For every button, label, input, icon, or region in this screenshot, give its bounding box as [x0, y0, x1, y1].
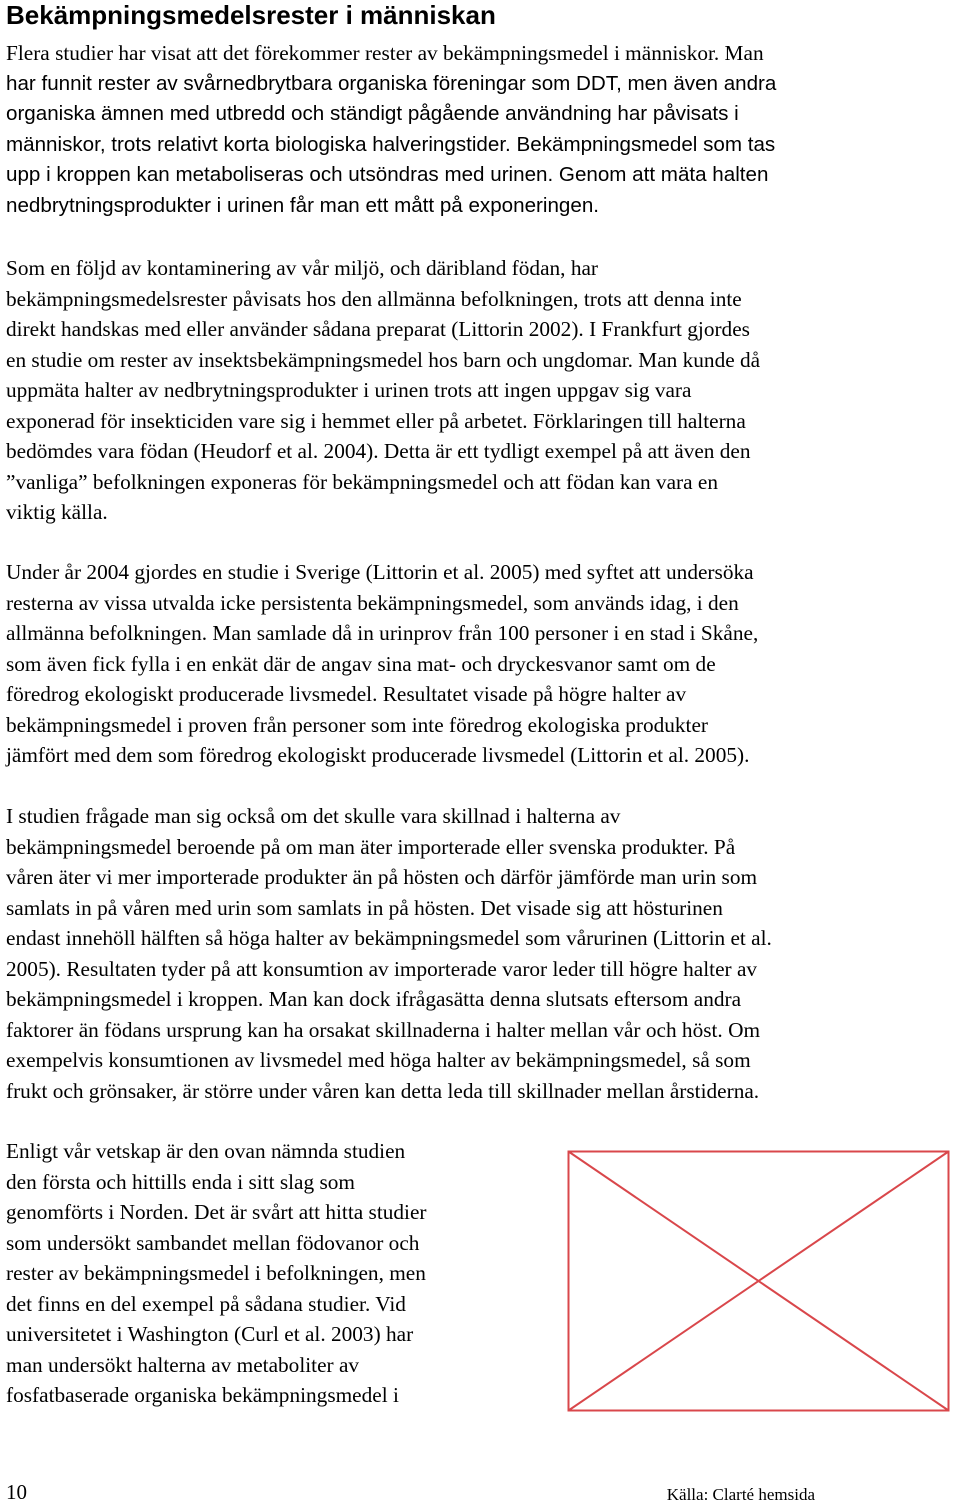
text-line: organiska ämnen med utbredd och ständigt pågående användning har påvisats i	[6, 102, 739, 125]
text-line: uppmäta halter av nedbrytningsprodukter i urinen trots att ingen uppgav sig vara	[6, 378, 692, 402]
text-line: exempelvis konsumtionen av livsmedel med höga halter av bekämpningsmedel, så som	[6, 1048, 751, 1072]
text-line: Enligt vår vetskap är den ovan nämnda studien	[6, 1139, 406, 1163]
text-line: samlats in på våren med urin som samlats in på hösten. Det visade sig att hösturinen	[6, 895, 723, 920]
text-line: föredrog ekologiskt producerade livsmedel. Resultatet visade på högre halter av	[6, 682, 687, 706]
text-line: genomförts i Norden. Det är svårt att hitta studier	[6, 1200, 427, 1224]
crossed-box-icon	[567, 1150, 950, 1412]
text-line: nedbrytningsprodukter i urinen får man ett mått på exponeringen.	[6, 193, 599, 217]
paragraph-swedish-study	[6, 557, 758, 771]
text-line: Flera studier har visat att det förekommer rester av bekämpningsmedel i människor. Man	[6, 41, 764, 65]
text-line: frukt och grönsaker, är större under våren kan detta leda till skillnader mellan årstiderna.	[6, 1078, 760, 1103]
paragraph-seasonal-difference	[6, 801, 772, 1106]
text-line: en studie om rester av insektsbekämpningsmedel hos barn och ungdomar. Man kunde då	[6, 347, 761, 372]
text-line: människor, trots relativt korta biologiska halveringstider. Bekämpningsmedel som tas	[6, 132, 776, 156]
text-line: bekämpningsmedel beroende på om man äter importerade eller svenska produkter. På	[6, 834, 736, 859]
paragraph-contamination	[6, 253, 760, 528]
text-line: Under år 2004 gjordes en studie i Sverige (Littorin et al. 2005) med syftet att undersöka	[6, 560, 754, 584]
text-line: exponerad för insekticiden vare sig i hemmet eller på arbetet. Förklaringen till halterna	[6, 408, 746, 433]
text-line: allmänna befolkningen. Man samlade då in urinprov från 100 personer i en stad i Skåne,	[6, 621, 759, 645]
text-line: den första och hittills enda i sitt slag som	[6, 1169, 355, 1194]
text-line: ”vanliga” befolkningen exponeras för bekämpningsmedel och att födan kan vara en	[6, 469, 718, 494]
text-line: universitetet i Washington (Curl et al. 2003) har	[6, 1322, 414, 1346]
text-line: våren äter vi mer importerade produkter än på hösten och därför jämförde man urin som	[6, 865, 758, 889]
missing-image-placeholder	[567, 1150, 950, 1412]
paragraph-intro	[6, 38, 776, 221]
text-line: man undersökt halterna av metaboliter av	[6, 1352, 360, 1377]
source-credit: Källa: Clarté hemsida	[666, 1485, 815, 1504]
text-line: har funnit rester av svårnedbrytbara organiska föreningar som DDT, men även andra	[6, 71, 777, 95]
text-line: direkt handskas med eller använder sådana preparat (Littorin 2002). I Frankfurt gjordes	[6, 317, 750, 341]
text-line: bekämpningsmedelsrester påvisats hos den allmänna befolkningen, trots att denna inte	[6, 286, 742, 311]
text-line: rester av bekämpningsmedel i befolkningen, men	[6, 1261, 426, 1285]
text-line: fosfatbaserade organiska bekämpningsmedel i	[6, 1383, 399, 1407]
text-line: upp i kroppen kan metaboliseras och utsöndras med urinen. Genom att mäta halten	[6, 163, 769, 186]
text-line: bedömdes vara födan (Heudorf et al. 2004). Detta är ett tydligt exempel på att även den	[6, 439, 751, 463]
text-line: viktig källa.	[6, 500, 108, 524]
paragraph-other-studies	[6, 1136, 427, 1411]
text-line: I studien frågade man sig också om det skulle vara skillnad i halterna av	[6, 804, 621, 828]
text-line: det finns en del exempel på sådana studier. Vid	[6, 1291, 406, 1316]
text-line: som undersökt sambandet mellan födovanor och	[6, 1230, 420, 1255]
text-line: bekämpningsmedel i proven från personer som inte föredrog ekologiska produkter	[6, 712, 709, 737]
text-line: faktorer än födans ursprung kan ha orsakat skillnaderna i halter mellan vår och höst. Om	[6, 1017, 761, 1042]
text-line: resterna av vissa utvalda icke persistenta bekämpningsmedel, som används idag, i den	[6, 590, 739, 615]
text-line: som även fick fylla i en enkät där de angav sina mat- och dryckesvanor samt om de	[6, 651, 716, 676]
page-number: 10	[6, 1480, 27, 1504]
text-line: bekämpningsmedel i kroppen. Man kan dock ifrågasätta denna slutsats eftersom andra	[6, 987, 742, 1011]
page-heading: Bekämpningsmedelsrester i människan	[6, 0, 496, 30]
text-line: 2005). Resultaten tyder på att konsumtion av importerade varor leder till högre halter av	[6, 956, 758, 981]
text-line: Som en följd av kontaminering av vår miljö, och däribland födan, har	[6, 256, 599, 280]
text-line: jämfört med dem som föredrog ekologiskt producerade livsmedel (Littorin et al. 2005).	[6, 743, 750, 767]
text-line: endast innehöll hälften så höga halter av bekämpningsmedel som vårurinen (Littorin et al.	[6, 926, 772, 950]
